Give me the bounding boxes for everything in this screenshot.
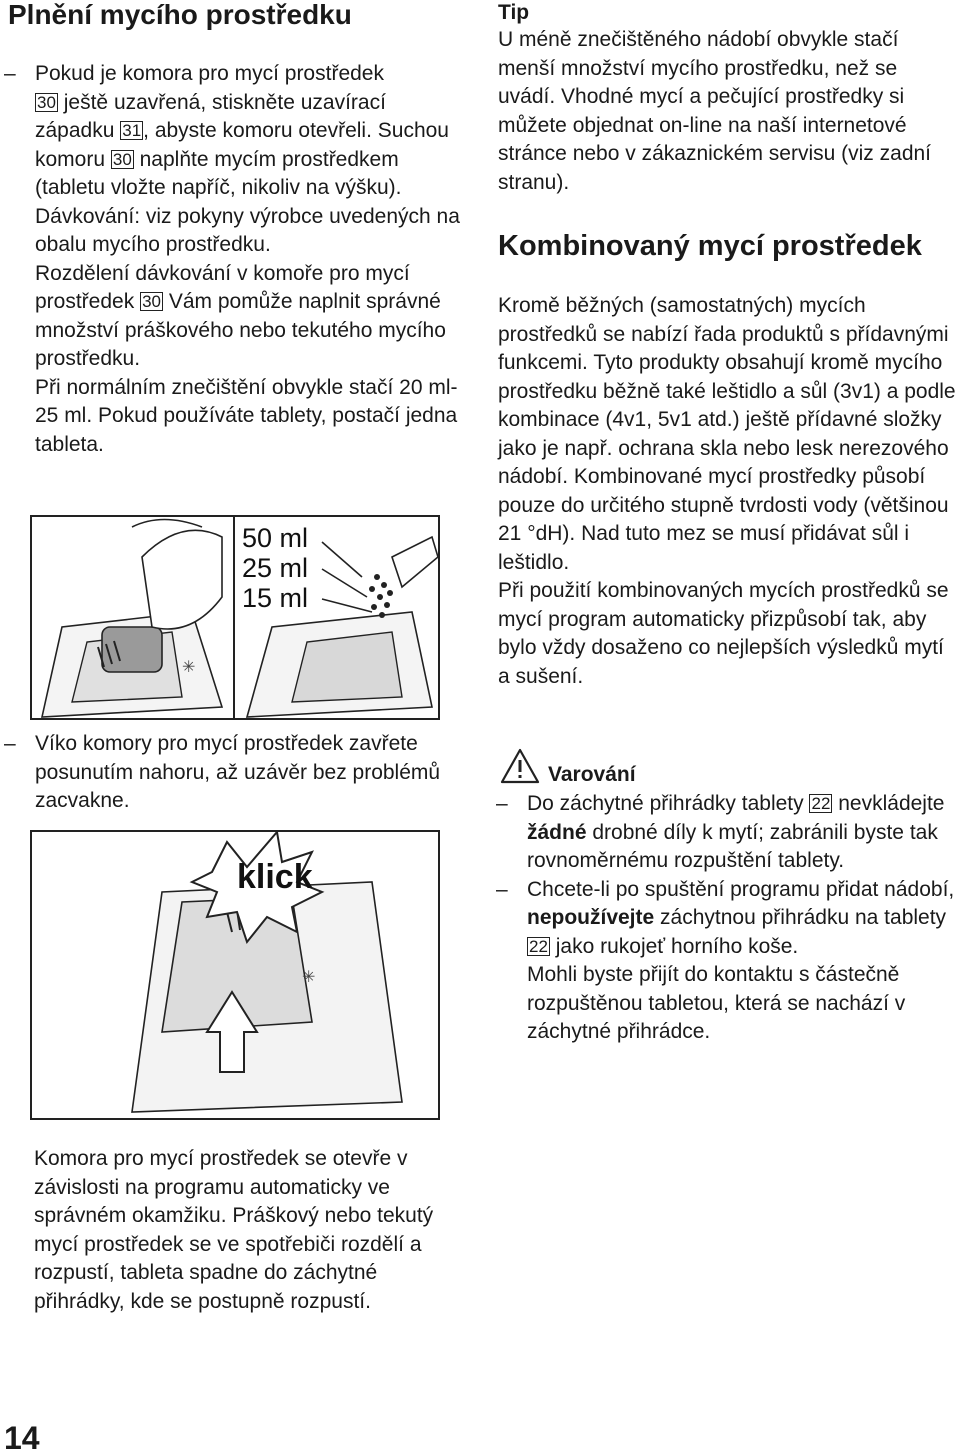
text: Při normálním znečištění obvykle stačí 20 ml-25 ml. Pokud používáte tablety, postačí jedna tableta. <box>35 375 458 456</box>
ref-number: 30 <box>142 292 161 311</box>
emphasis: nepoužívejte <box>527 906 655 929</box>
dose-label-15: 15 ml <box>242 583 309 613</box>
ref-number: 22 <box>529 936 548 956</box>
text: Vám pomůže naplnit správné množství práškového nebo tekutého mycího prostředku. <box>35 290 446 370</box>
klick-label: klick <box>237 858 313 896</box>
dose-label-50: 50 ml <box>242 523 309 553</box>
text: nevkládejte <box>832 792 945 815</box>
text: drobné díly k mytí; zabránili byste tak rovnoměrnému rozpuštění tablety. <box>527 820 938 872</box>
ref-number: 31 <box>122 121 142 140</box>
list-item <box>0 730 470 816</box>
bottom-text <box>34 1145 464 1316</box>
text: Rozdělení dávkování v komoře pro mycí prostředek <box>35 261 410 313</box>
list-item <box>492 790 960 876</box>
warning-icon <box>500 748 540 784</box>
svg-text:✳: ✳ <box>182 659 196 676</box>
ref-number: 30 <box>112 149 132 169</box>
instruction-1 <box>0 60 470 459</box>
warning-title: Varování <box>548 763 636 786</box>
dose-label-25: 25 ml <box>242 553 309 583</box>
figure-lid-close <box>30 830 440 1120</box>
text: ještě uzavřená, stiskněte uzavírací západku <box>35 90 386 142</box>
text: , abyste komoru otevřeli. Suchou komoru <box>35 119 449 171</box>
text: záchytnou přihrádku na tablety <box>654 906 947 929</box>
combined-title: Kombinovaný mycí prostředek <box>498 230 922 262</box>
emphasis: žádné <box>527 820 587 844</box>
lid-close-illustration <box>32 832 438 1118</box>
text: Pokud je komora pro mycí prostředek <box>35 62 384 85</box>
list-item <box>492 876 960 1047</box>
text: Komora pro mycí prostředek se otevře v závislosti na programu automaticky ve správném okamžiku. Práškový nebo tekutý mycí prostředek se ve spotřebiči rozdělí a rozpustí, tableta spadne do záchytné přihrádky, kde se postupně rozpustí. <box>34 1147 434 1313</box>
tip-label: Tip <box>498 1 530 24</box>
section-title: Plnění mycího prostředku <box>8 0 352 30</box>
tip-text <box>498 26 960 197</box>
dispenser-illustration <box>32 517 438 718</box>
warning-list <box>492 790 960 1047</box>
instruction-2 <box>0 730 470 816</box>
page-number: 14 <box>4 1420 40 1456</box>
text: Mohli byste přijít do kontaktu s částečně rozpuštěnou tabletou, která se nachází v záchytné přihrádce. <box>527 963 906 1043</box>
text: jako rukojeť horního koše. <box>549 934 799 958</box>
ref-number: 22 <box>811 794 831 813</box>
text: U méně znečištěného nádobí obvykle stačí menší množství mycího prostředku, než se uvádí. Vhodné mycí a pečující prostředky si můžete objednat on-line na naší internetové stránce nebo v zákaznickém servisu (viz zadní stranu). <box>498 28 932 194</box>
figure-dispenser-fill <box>30 515 440 720</box>
text: Víko komory pro mycí prostředek zavřete posunutím nahoru, až uzávěr bez problémů zacvakne. <box>35 732 441 812</box>
ref-number: 30 <box>37 92 56 112</box>
combined-text <box>498 292 960 691</box>
text: Chcete-li po spuštění programu přidat nádobí, <box>527 877 955 901</box>
svg-text:✳: ✳ <box>302 969 316 986</box>
text: Do záchytné přihrádky tablety <box>527 792 810 815</box>
list-item <box>0 60 470 459</box>
text: naplňte mycím prostředkem (tabletu vložte napříč, nikoliv na výšku). Dávkování: viz pokyny výrobce uvedených na obalu mycího prostředku. <box>35 147 460 256</box>
text: Při použití kombinovaných mycích prostředků se mycí program automaticky přizpůsobí tak, aby bylo vždy dosaženo co nejlepších výsledků mytí a sušení. <box>498 579 949 688</box>
text: Kromě běžných (samostatných) mycích prostředků se nabízí řada produktů s přídavnými funkcemi. Tyto produkty obsahují kromě mycího prostředku běžně také leštidlo a sůl (3v1) a podle kombinace (4v1, 5v1 atd.) ještě přídavné složky jako je např. ochrana skla nebo lesk nerezového nádobí. Kombinované mycí prostředky působí pouze do určitého stupně tvrdosti vody (většinou 21 °dH). Nad tuto mez se musí přidávat sůl i leštidlo. <box>498 294 956 574</box>
